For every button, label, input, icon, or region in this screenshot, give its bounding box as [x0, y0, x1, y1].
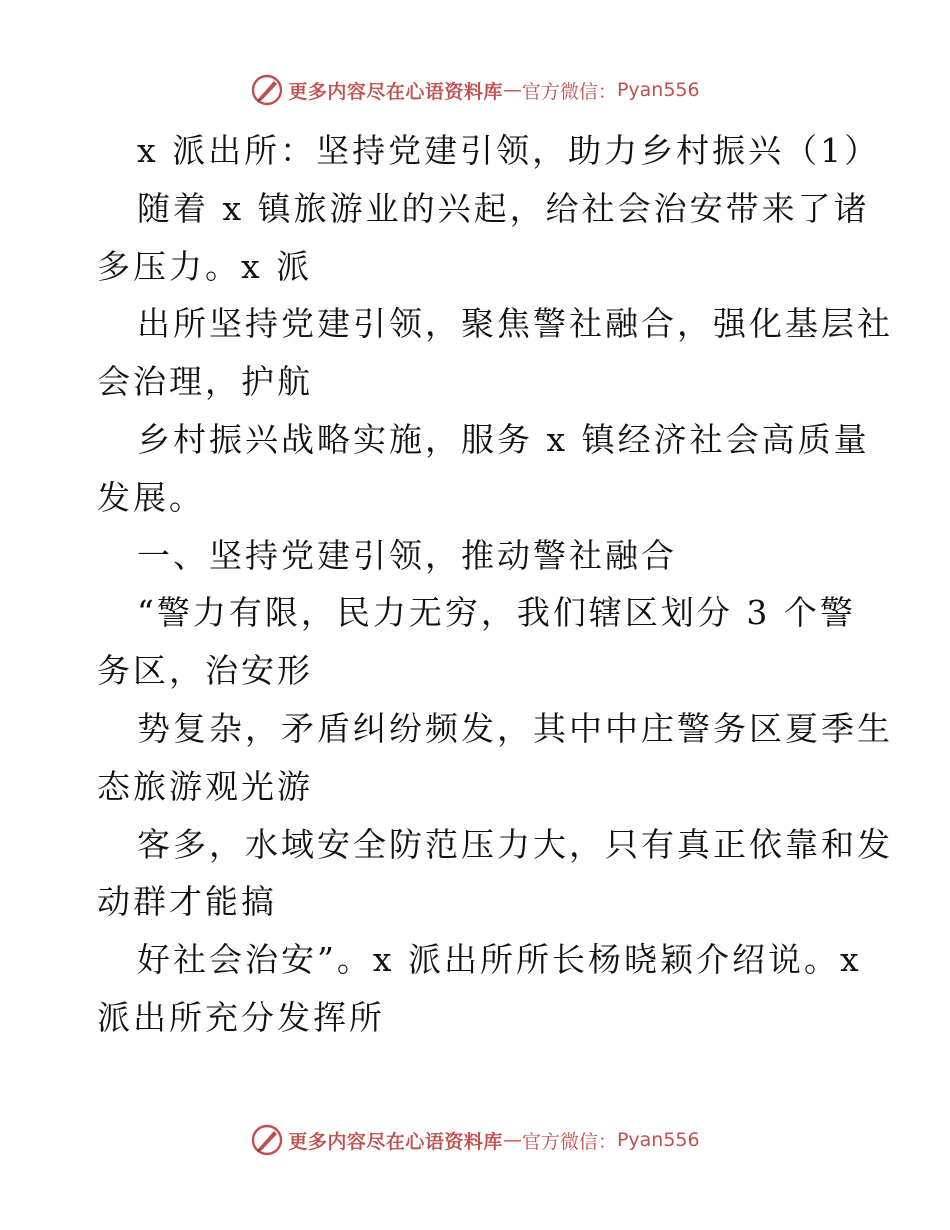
- paragraph-line: “警力有限，民力无穷，我们辖区划分 3 个警: [137, 593, 856, 633]
- header-watermark: [0, 70, 950, 110]
- watermark-main-text: 更多内容尽在心语资料库: [288, 1130, 503, 1153]
- document-body: [97, 122, 893, 1047]
- paragraph-line: 随着 x 镇旅游业的兴起，给社会治安带来了诸: [137, 188, 870, 228]
- paragraph-line: 会治理，护航: [97, 362, 313, 402]
- watermark-separator: —: [502, 79, 522, 101]
- paragraph-line: 好社会治安”。x 派出所所长杨晓颖介绍说。x: [137, 940, 862, 980]
- watermark-separator: —: [502, 1129, 522, 1151]
- footer-watermark: [0, 1120, 950, 1160]
- document-title: x 派出所：坚持党建引领，助力乡村振兴（1）: [137, 131, 881, 170]
- paragraph-line: 务区，治安形: [97, 651, 313, 691]
- paragraph-line: 出所坚持党建引领，聚焦警社融合，强化基层社: [137, 304, 893, 344]
- paragraph-line: 乡村振兴战略实施，服务 x 镇经济社会高质量: [137, 419, 870, 459]
- watermark-main-text: 更多内容尽在心语资料库: [288, 80, 503, 103]
- watermark-wechat-label: 官方微信：: [521, 80, 617, 103]
- watermark-wechat-label: 官方微信：: [521, 1130, 617, 1153]
- watermark-wechat-id: Pyan556: [616, 79, 700, 101]
- paragraph-line: 势复杂，矛盾纠纷频发，其中中庄警务区夏季生: [137, 708, 893, 748]
- paragraph-line: 态旅游观光游: [97, 766, 313, 806]
- paragraph-line: 发展。: [97, 477, 205, 517]
- paragraph-line: 多压力。x 派: [97, 246, 313, 286]
- paragraph-line: 派出所充分发挥所: [97, 997, 385, 1037]
- section-heading: 一、坚持党建引领，推动警社融合: [137, 535, 677, 575]
- quill-pen-circle-icon: [250, 1123, 284, 1157]
- quill-pen-circle-icon: [250, 73, 284, 107]
- paragraph-line: 客多，水域安全防范压力大，只有真正依靠和发: [137, 824, 893, 864]
- paragraph-line: 动群才能搞: [97, 882, 277, 922]
- watermark-wechat-id: Pyan556: [616, 1129, 700, 1151]
